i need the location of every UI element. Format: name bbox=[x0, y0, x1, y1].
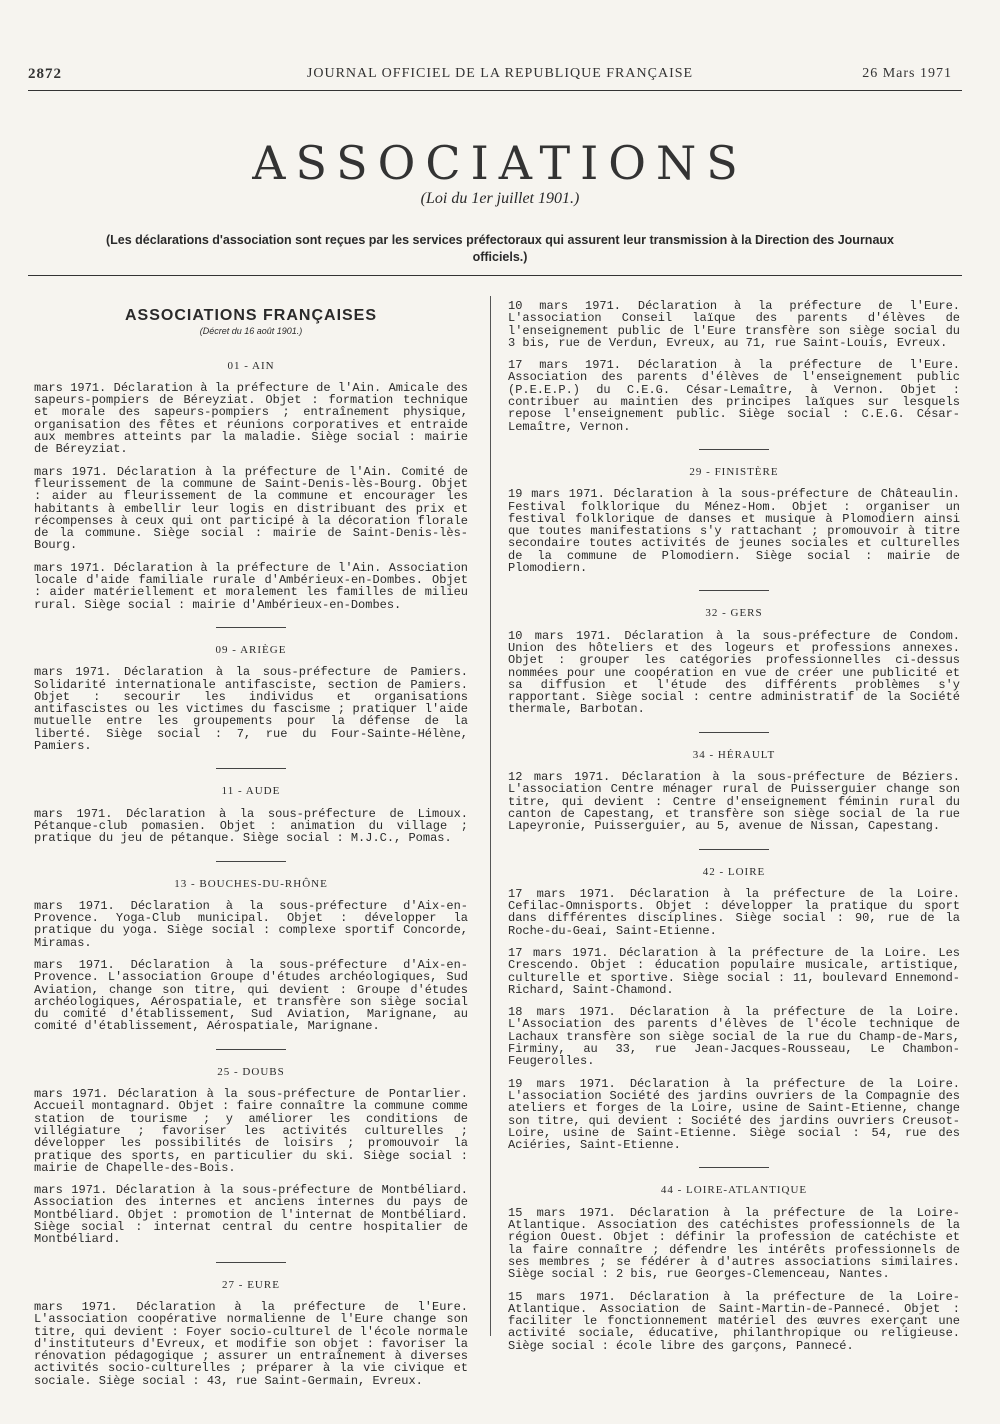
section-separator bbox=[216, 861, 286, 862]
department-heading: 34 - HÉRAULT bbox=[692, 748, 776, 761]
association-entry: 17 mars 1971. Déclaration à la préfecture de la Loire. Les Crescendo. Objet : éducation populaire musicale, artistique, culturelle et sportive. Siège social : 11, boulevard Ennemond-Richard, Saint-Chamond. bbox=[508, 945, 960, 997]
department-heading: 44 - LOIRE-ATLANTIQUE bbox=[660, 1184, 808, 1197]
section-separator bbox=[216, 1049, 286, 1050]
association-entry: 12 mars 1971. Déclaration à la sous-préfecture de Béziers. L'association Centre ménager rural de Puisserguier change son titre, qui devient : Centre d'enseignement féminin rural du canton de Capestang, et transfère son siège social de la rue Lapeyronie, Puisserguier, au 5, avenue de Nissan, Capestang. bbox=[508, 770, 960, 834]
department-heading: 01 - AIN bbox=[227, 359, 275, 372]
section-separator bbox=[699, 732, 769, 733]
association-entry: 10 mars 1971. Déclaration à la sous-préfecture de Condom. Union des hôteliers et des logeurs et professions annexes. Objet : grouper les catégories professionnelles ci-dessus nommées pour une coopération en vue de créer une publicité et sa diffusion et l'étude des différents problèmes s'y rapportant. Siège social : centre administratif de la Société thermale, Barbotan. bbox=[508, 628, 960, 717]
association-entry: mars 1971. Déclaration à la préfecture de l'Ain. Association locale d'aide familiale rurale d'Ambérieux-en-Dombes. Objet : aider matériellement et moralement les familles de milieu rural. Siège social : mairie d'Ambérieux-en-Dombes. bbox=[34, 560, 468, 612]
association-entry: mars 1971. Déclaration à la préfecture de l'Ain. Comité de fleurissement de la commune de Saint-Denis-lès-Bourg. Objet : aider au fleurissement de la commune et encourager les habitants à embellir leur logis en distribuant des prix et récompenses à ceux qui ont participé à la décoration florale de la commune. Siège social : mairie de Saint-Denis-lès-Bourg. bbox=[34, 464, 468, 553]
department-heading: 09 - ARIÈGE bbox=[215, 643, 287, 656]
section-separator bbox=[216, 627, 286, 628]
section-subtitle: (Décret du 16 août 1901.) bbox=[199, 326, 303, 337]
section-separator bbox=[699, 849, 769, 850]
header-rule bbox=[28, 90, 962, 91]
intro-note: (Les déclarations d'association sont reçues par les services préfectoraux qui assurent leur transmission à la Direction des Journaux officiels.) bbox=[106, 233, 894, 264]
association-entry: mars 1971. Déclaration à la préfecture de l'Eure. L'association coopérative normalienne de l'Eure change son titre, qui devient : Foyer socio-culturel de l'école normale d'instituteurs d'Evreux, et modifie son objet : favoriser la rénovation pédagogique ; assurer un entraînement à diverses activités socio-culturelles ; préparer à la vie civique et sociale. Siège social : 43, rue Saint-Germain, Evreux. bbox=[34, 1299, 468, 1388]
page-title: ASSOCIATIONS bbox=[252, 136, 748, 190]
department-heading: 13 - BOUCHES-DU-RHÔNE bbox=[174, 877, 328, 890]
department-heading: 27 - EURE bbox=[222, 1278, 280, 1291]
association-entry: 19 mars 1971. Déclaration à la préfecture de la Loire. L'association Société des jardins ouvriers de la Compagnie des ateliers et forges de la Loire, usine de Saint-Etienne, change son titre, qui devient : Société des jardins ouvriers Creusot-Loire, usine de Saint-Etienne. Siège social : 54, rue des Aciéries, Saint-Etienne. bbox=[508, 1076, 960, 1153]
section-separator bbox=[216, 1262, 286, 1263]
association-entry: 17 mars 1971. Déclaration à la préfecture de l'Eure. Association des parents d'élèves de l'enseignement public (P.E.E.P.) du C.E.G. César-Lemaître, à Vernon. Objet : contribuer au maintien des principes laïques sur lesquels repose l'enseignement public. Siège social : C.E.G. César-Lemaître, Vernon. bbox=[508, 358, 960, 434]
association-entry: mars 1971. Déclaration à la sous-préfecture d'Aix-en-Provence. L'association Groupe d'études archéologiques, Sud Aviation, change son titre, qui devient : Groupe d'études archéologiques, Aérospatiale, et transfère son siège social du comité d'établissement, Sud Aviation, Marignane, au comité d'établissement, Aérospatiale, Marignane. bbox=[34, 957, 468, 1034]
page-number: 2872 bbox=[28, 66, 62, 82]
association-entry: 17 mars 1971. Déclaration à la préfecture de la Loire. Cefilac-Omnisports. Objet : développer la pratique du sport dans différentes disciplines. Siège social : 90, rue de la Roche-du-Geai, Saint-Etienne. bbox=[508, 886, 960, 938]
department-heading: 25 - DOUBS bbox=[217, 1065, 285, 1078]
association-entry: mars 1971. Déclaration à la préfecture de l'Ain. Amicale des sapeurs-pompiers de Béreyziat. Objet : formation technique et morale des sapeurs-pompiers ; entraînement physique, organisation des fêtes et réunions corporatives et entraide aux membres atteints par la maladie. Siège social : mairie de Béreyziat. bbox=[34, 380, 468, 457]
association-entry: 19 mars 1971. Déclaration à la sous-préfecture de Châteaulin. Festival folklorique du Ménez-Hom. Objet : organiser un festival folklorique de danses et musique à Plomodiern ainsi que toutes manifestations s'y rattachant ; promouvoir à titre secondaire toutes activités de jeunes sociales et culturelles de la commune de Plomodiern. Siège social : mairie de Plomodiern. bbox=[508, 487, 960, 576]
department-heading: 11 - AUDE bbox=[221, 785, 281, 798]
department-heading: 32 - GERS bbox=[705, 607, 763, 620]
department-heading: 29 - FINISTÈRE bbox=[689, 465, 779, 478]
association-entry: 18 mars 1971. Déclaration à la préfecture de la Loire. L'Association des parents d'élèves de l'école technique de Lachaux transfère son siège social de la rue du Champ-de-Mars, Firminy, au 33, rue Jean-Jacques-Rousseau, Le Chambon-Feugerolles. bbox=[508, 1005, 960, 1069]
association-entry: mars 1971. Déclaration à la sous-préfecture de Limoux. Pétanque-club pomasien. Objet : animation du village ; pratique du jeu de pétanque. Siège social : M.J.C., Pomas. bbox=[34, 806, 468, 846]
association-entry: mars 1971. Déclaration à la sous-préfecture de Pontarlier. Accueil montagnard. Objet : faire connaître la commune comme station de tourisme ; y améliorer les conditions de villégiature ; favoriser les activités culturelles ; développer les possibilités de loisirs ; promouvoir la pratique des sports, en particulier du ski. Siège social : mairie de Chapelle-des-Bois. bbox=[34, 1087, 468, 1175]
right-column bbox=[508, 300, 960, 1362]
association-entry: 10 mars 1971. Déclaration à la préfecture de l'Eure. L'association Conseil laïque des parents d'élèves de l'enseignement public de l'Eure transfère son siège social du 3 bis, rue de Verdun, Evreux, au 71, rue Saint-Louis, Evreux. bbox=[508, 299, 960, 350]
association-entry: mars 1971. Déclaration à la sous-préfecture d'Aix-en-Provence. Yoga-Club municipal. Objet : développer la pratique du yoga. Siège social : complexe sportif Concorde, Miramas. bbox=[34, 898, 468, 950]
section-separator bbox=[699, 1167, 769, 1168]
section-separator bbox=[216, 768, 286, 769]
section-separator bbox=[699, 590, 769, 591]
journal-title: JOURNAL OFFICIEL DE LA REPUBLIQUE FRANÇAISE bbox=[306, 66, 694, 81]
association-entry: 15 mars 1971. Déclaration à la préfecture de la Loire-Atlantique. Association des catéchistes professionnels de la région Ouest. Objet : définir la profession de catéchiste et la faire connaître ; défendre les intérêts professionnels de ses membres ; se fédérer à d'autres associations similaires. Siège social : 2 bis, rue Georges-Clemenceau, Nantes. bbox=[508, 1205, 960, 1282]
issue-date: 26 Mars 1971 bbox=[862, 66, 952, 81]
left-column bbox=[34, 306, 468, 1397]
section-separator bbox=[699, 449, 769, 450]
association-entry: 15 mars 1971. Déclaration à la préfecture de la Loire-Atlantique. Association de Saint-Martin-de-Pannecé. Objet : faciliter le fonctionnement matériel des œuvres exerçant une activité sociale, éducative, philanthropique ou religieuse. Siège social : école libre des garçons, Pannecé. bbox=[508, 1289, 960, 1353]
association-entry: mars 1971. Déclaration à la sous-préfecture de Pamiers. Solidarité internationale antifasciste, section de Pamiers. Objet : secourir les individus et organisations antifascistes ou les victimes du fascisme ; pratiquer l'aide mutuelle entre les groupements pour la défense de la liberté. Siège social : 7, rue du Four-Sainte-Hélène, Pamiers. bbox=[34, 665, 468, 754]
association-entry: mars 1971. Déclaration à la sous-préfecture de Montbéliard. Association des internes et anciens internes du pays de Montbéliard. Objet : promotion de l'internat de Montbéliard. Siège social : internat central du centre hospitalier de Montbéliard. bbox=[34, 1183, 468, 1247]
department-heading: 42 - LOIRE bbox=[702, 865, 766, 878]
masthead-rule bbox=[28, 275, 962, 276]
section-title: ASSOCIATIONS FRANÇAISES bbox=[124, 307, 378, 324]
column-divider bbox=[490, 296, 491, 1336]
law-reference: (Loi du 1er juillet 1901.) bbox=[420, 190, 580, 207]
